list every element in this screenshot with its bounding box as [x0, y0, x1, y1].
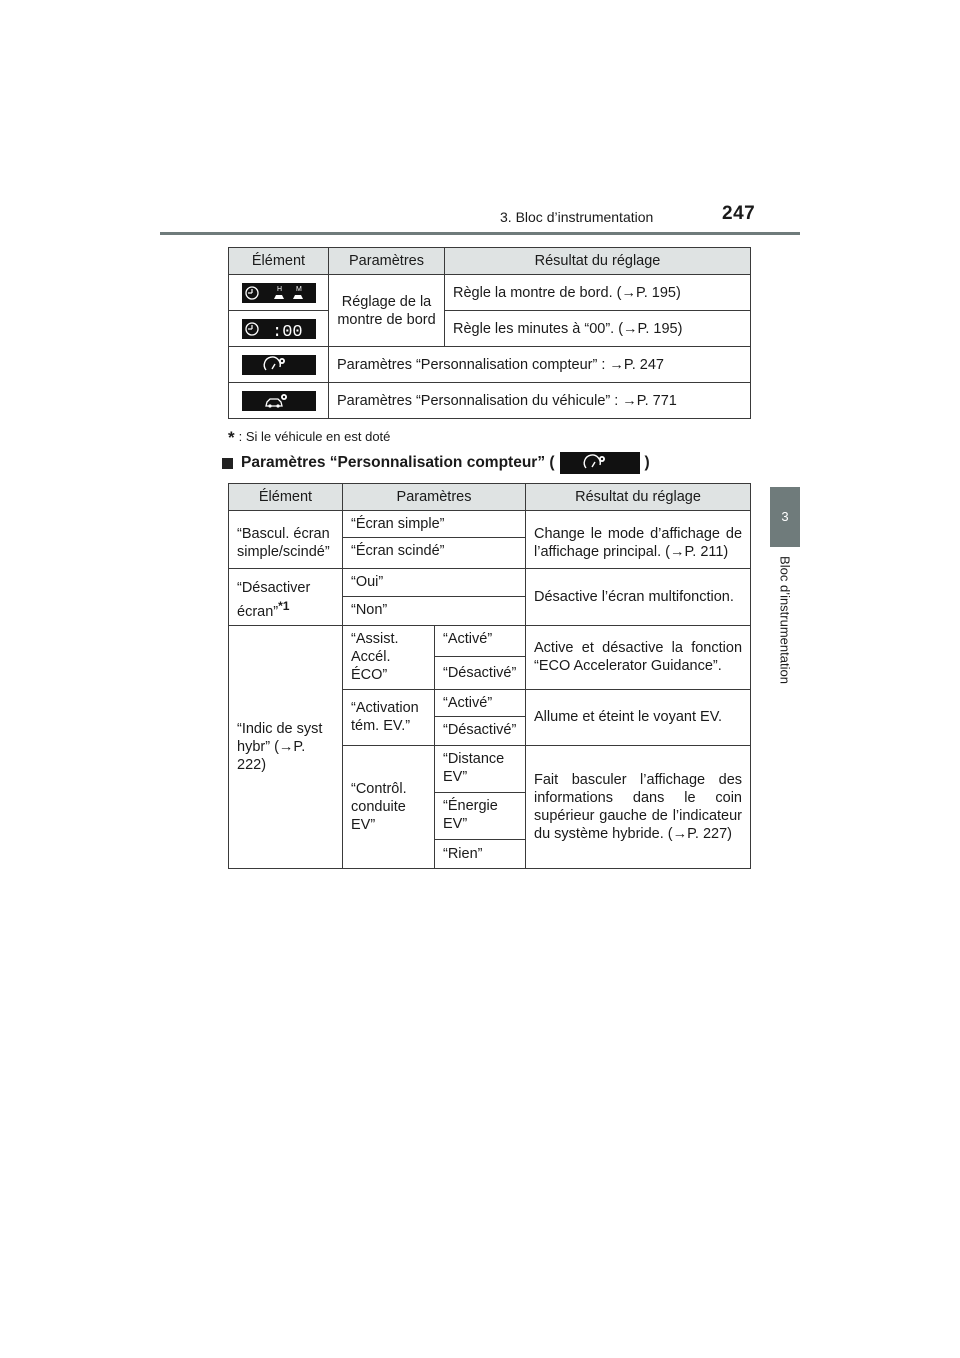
desactiver-element-text: “Désactiver écran” [237, 580, 311, 620]
table-header-row [229, 248, 751, 275]
chapter-tab: 3 [770, 487, 800, 547]
icon-cell [229, 347, 329, 383]
icon-cell [229, 275, 329, 311]
table-row [229, 275, 751, 311]
icon-cell [229, 383, 329, 419]
icon-m-letter: M [295, 285, 302, 293]
row3-text: Paramètres “Personnalisation compteur” : →P. 247 [329, 347, 751, 383]
desactiver-result: Désactive l’écran multifonction. [526, 569, 751, 626]
header-result: Résultat du réglage [445, 248, 751, 275]
header-parameters: Paramètres [343, 484, 526, 511]
ev-lamp-option-2: “Désactivé” [435, 716, 526, 745]
table-row [229, 569, 751, 597]
header-element: Élément [229, 484, 343, 511]
chapter-label: Bloc d’instrumentation [777, 556, 793, 684]
section-heading [222, 452, 650, 474]
driving-label: “Contrôl. conduite EV” [343, 745, 435, 868]
section-heading-prefix: Paramètres “Personnalisation compteur” ( [241, 454, 555, 471]
section-heading-suffix: ) [644, 454, 650, 471]
ev-lamp-option-1: “Activé” [435, 689, 526, 716]
header-result: Résultat du réglage [526, 484, 751, 511]
icon-minutes-text: :00 [271, 322, 303, 339]
vehicle-settings-icon [242, 391, 316, 411]
table-row [229, 311, 751, 347]
table-row [229, 383, 751, 419]
icon-cell [229, 311, 329, 347]
header-parameters: Paramètres [329, 248, 445, 275]
header-element: Élément [229, 248, 329, 275]
square-bullet-icon [222, 458, 233, 469]
eco-label: “Assist. Accél. ÉCO” [343, 625, 435, 689]
eco-option-2: “Désactivé” [435, 656, 526, 689]
footnote [228, 428, 390, 448]
page-number: 247 [722, 203, 756, 224]
icon-h-letter: H [276, 285, 282, 293]
desactiver-option-1: “Oui” [343, 569, 526, 597]
clock-minutes-icon [242, 319, 316, 339]
bascul-option-2: “Écran scindé” [343, 538, 526, 569]
row4-text: Paramètres “Personnalisation du véhicule” : →P. 771 [329, 383, 751, 419]
bascul-element: “Bascul. écran simple/scindé” [229, 511, 343, 569]
settings-table-1 [228, 247, 751, 419]
footnote-star: * [228, 428, 235, 447]
settings-table-2 [228, 483, 751, 869]
row1-result: Règle la montre de bord. (→P. 195) [445, 275, 751, 311]
driving-result: Fait basculer l’affichage des informations dans le coin supérieur gauche de l’indicateur du système hybride. (→P. 227) [526, 745, 751, 868]
driving-option-2: “Énergie EV” [435, 792, 526, 839]
header-divider [160, 232, 800, 235]
desactiver-footnote-ref: *1 [278, 599, 290, 613]
clock-hm-icon [242, 283, 316, 303]
clock-setting-label: Réglage de la montre de bord [329, 275, 445, 347]
meter-settings-icon [560, 452, 640, 474]
section-title: 3. Bloc d’instrumentation [500, 209, 654, 225]
meter-settings-icon [242, 355, 316, 375]
ev-lamp-result: Allume et éteint le voyant EV. [526, 689, 751, 745]
table-row [229, 625, 751, 656]
row2-result: Règle les minutes à “00”. (→P. 195) [445, 311, 751, 347]
desactiver-element [229, 569, 343, 626]
ev-lamp-label: “Activation tém. EV.” [343, 689, 435, 745]
indic-element: “Indic de syst hybr” (→P. 222) [229, 625, 343, 868]
desactiver-option-2: “Non” [343, 597, 526, 625]
bascul-option-1: “Écran simple” [343, 511, 526, 538]
driving-option-3: “Rien” [435, 839, 526, 868]
eco-result: Active et désactive la fonction “ECO Accelerator Guidance”. [526, 625, 751, 689]
table-header-row [229, 484, 751, 511]
table-row [229, 511, 751, 538]
bascul-result: Change le mode d’affichage de l’affichage principal. (→P. 211) [526, 511, 751, 569]
table-row [229, 347, 751, 383]
driving-option-1: “Distance EV” [435, 745, 526, 792]
eco-option-1: “Activé” [435, 625, 526, 656]
footnote-text: : Si le véhicule en est doté [238, 429, 391, 444]
